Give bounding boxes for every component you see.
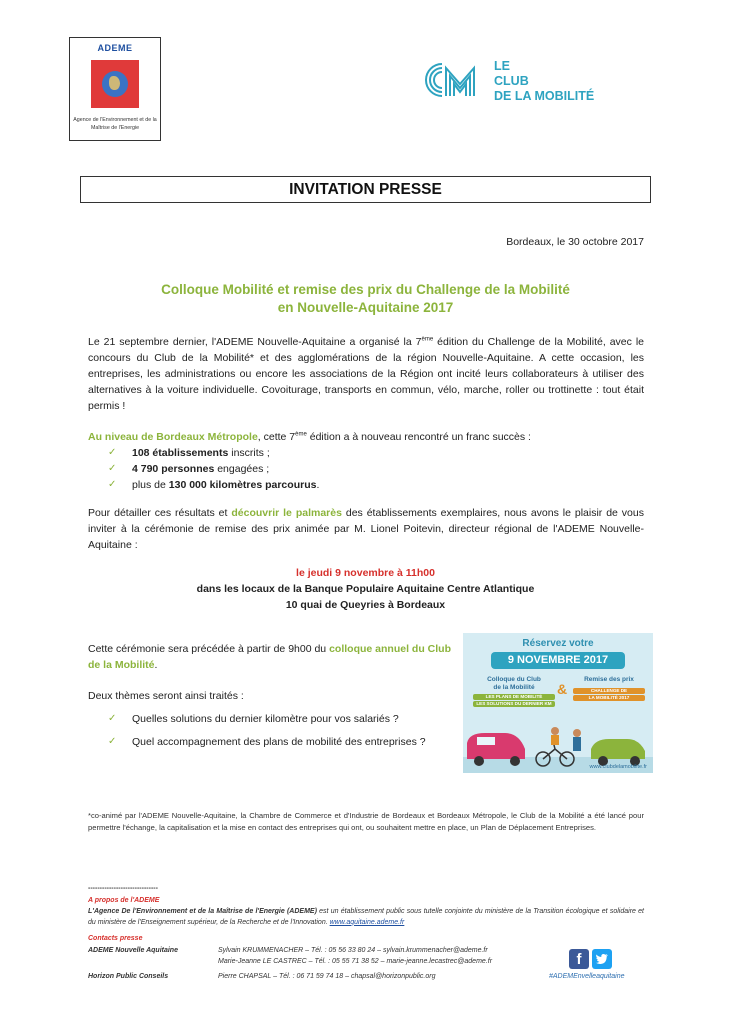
- invite-paragraph: Pour détailler ces résultats et découvrir le palmarès des établissements exemplaires, nous avons le plaisir de vous inviter à la cérémonie de remise des prix animée par M. Lionel Poitevin, directeur régional de l'ADEME Nouvelle-Aquitaine :: [88, 507, 644, 551]
- poster-remise: Remise des prix CHALLENGE DE LA MOBILITÉ 2017: [573, 676, 645, 701]
- themes-intro: Deux thèmes seront ainsi traités :: [88, 690, 244, 702]
- ademe-logo-square: [91, 60, 139, 108]
- contact-line-1: Sylvain KRUMMENACHER – Tél. : 05 56 33 80 24 – sylvain.krummenacher@ademe.fr: [218, 947, 488, 954]
- club-logo-line3: DE LA MOBILITÉ: [494, 89, 595, 103]
- page-title: INVITATION PRESSE: [80, 176, 651, 203]
- poster-date: 9 NOVEMBRE 2017: [491, 652, 625, 669]
- about-link[interactable]: www.aquitaine.ademe.fr: [329, 918, 405, 926]
- poster-colloque: Colloque du Club de la Mobilité LES PLANS DE MOBILITÉ LES SOLUTIONS DU DERNIER KM: [473, 676, 555, 707]
- list-item: ✓ 4 790 personnes engagées ;: [108, 463, 270, 475]
- bordeaux-paragraph: Au niveau de Bordeaux Métropole, cette 7ème édition a à nouveau rencontré un franc succès :: [88, 431, 531, 443]
- poster-url: www.clubdelamobilite.fr: [589, 764, 647, 770]
- intro-paragraph: Le 21 septembre dernier, l'ADEME Nouvelle-Aquitaine a organisé la 7ème édition du Challenge de la Mobilité, avec le concours du Club de la Mobilité* et des agglomérations de la région Nouvelle-Aquitaine. A cette occasion, les entreprises, les administrations ou encore les associations de la Région ont incité leurs collaborateurs à utiliser des alternatives à la voiture individuelle. Covoiturage, transports en commun, vélo, marche, roller ou trottinette : tout était permis !: [88, 336, 645, 412]
- headline-line1: Colloque Mobilité et remise des prix du Challenge de la Mobilité: [161, 282, 570, 297]
- colloque-paragraph: Cette cérémonie sera précédée à partir de 9h00 du colloque annuel du Club de la Mobilité.: [88, 643, 451, 671]
- contact-line-3: Pierre CHAPSAL – Tél. : 06 71 59 74 18 – chapsal@horizonpublic.org: [218, 973, 436, 980]
- footer-divider: ------------------------------: [88, 885, 158, 892]
- contact-line-2: Marie-Jeanne LE CASTREC – Tél. : 05 55 71 38 52 – marie-jeanne.lecastrec@ademe.fr: [218, 958, 493, 965]
- club-logo-line2: CLUB: [494, 74, 529, 88]
- headline: [80, 281, 651, 317]
- stats-list: [108, 445, 608, 493]
- poster-ampersand: &: [557, 681, 568, 697]
- footnote: *co-animé par l'ADEME Nouvelle-Aquitaine, la Chambre de Commerce et d'Industrie de Bordeaux et Bordeaux Métropole, le Club de la Mobilité a été lancé pour permettre l'échange, la capitalisation et la mise en contact des entreprises qui ont, ou souhaitent mettre en place, un Plan de Déplacement Entreprises.: [88, 811, 644, 832]
- poster-reserve: Réservez votre: [522, 638, 594, 649]
- about-text: L'Agence De l'Environnement et de la Maîtrise de l'Energie (ADEME) est un établissement public sous tutelle conjointe du ministère de la Transition écologique et solidaire et du ministère de l'Enseignement supérieur, de la Recherche et de l'Innovation. www.aquitaine.ademe.fr: [88, 908, 644, 926]
- checkmark-icon: ✓: [108, 463, 117, 474]
- club-mobilite-mark-icon: [418, 58, 492, 102]
- ademe-logo-name: ADEME: [97, 43, 133, 53]
- headline-line2: en Nouvelle-Aquitaine 2017: [277, 300, 454, 315]
- ademe-logo-tagline: Agence de l'Environnement et de la Maîtrise de l'Energie: [73, 117, 157, 131]
- car-icon: [467, 733, 525, 759]
- event-date: le jeudi 9 novembre à 11h00: [296, 567, 435, 579]
- event-block: [80, 565, 651, 613]
- contact-org-horizon: Horizon Public Conseils: [88, 973, 169, 980]
- contacts-title: Contacts presse: [88, 935, 143, 942]
- list-item: ✓ plus de 130 000 kilomètres parcourus.: [108, 479, 320, 491]
- contact-org-ademe: ADEME Nouvelle Aquitaine: [88, 947, 178, 954]
- checkmark-icon: ✓: [108, 713, 117, 724]
- club-mobilite-logo: [418, 56, 618, 106]
- place-date: Bordeaux, le 30 octobre 2017: [506, 236, 644, 248]
- facebook-icon[interactable]: f: [569, 949, 589, 969]
- checkmark-icon: ✓: [108, 447, 117, 458]
- car-icon: [591, 739, 645, 759]
- club-logo-line1: LE: [494, 59, 510, 73]
- twitter-icon[interactable]: [592, 949, 612, 969]
- checkmark-icon: ✓: [108, 736, 117, 747]
- hashtag[interactable]: #ADEMEnvelleaquitaine: [549, 973, 625, 980]
- list-item: ✓ 108 établissements inscrits ;: [108, 447, 270, 459]
- globe-icon: [102, 71, 128, 97]
- ademe-logo: [69, 37, 161, 141]
- pedestrian-icon: [573, 729, 581, 737]
- about-title: A propos de l'ADEME: [88, 897, 160, 904]
- list-item: ✓ Quel accompagnement des plans de mobilité des entreprises ?: [108, 736, 426, 748]
- list-item: ✓ Quelles solutions du dernier kilomètre pour vos salariés ?: [108, 713, 399, 725]
- event-venue: dans les locaux de la Banque Populaire Aquitaine Centre Atlantique: [196, 583, 535, 595]
- event-poster: [463, 633, 653, 773]
- checkmark-icon: ✓: [108, 479, 117, 490]
- themes-list: [108, 711, 468, 750]
- event-address: 10 quai de Queyries à Bordeaux: [285, 599, 446, 611]
